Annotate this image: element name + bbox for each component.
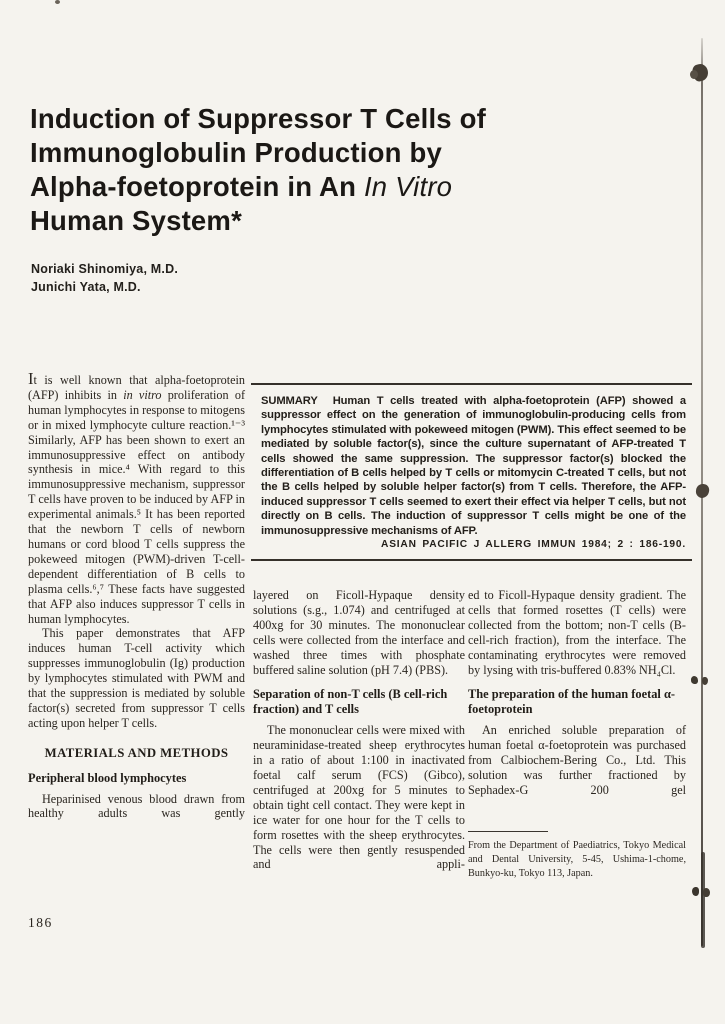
author-name: Noriaki Shinomiya, M.D. [31, 262, 178, 276]
scan-mark-artifact [702, 677, 708, 685]
inline-italic: in vitro [123, 387, 162, 402]
journal-citation: ASIAN PACIFIC J ALLERG IMMUN 1984; 2 : 186-190. [381, 539, 686, 551]
peripheral-blood-paragraph: Heparinised venous blood drawn from healthy adults was gently [28, 791, 245, 821]
title-line: Alpha-foetoprotein in An In Vitro [30, 171, 453, 202]
title-italic-phrase: In Vitro [363, 171, 453, 202]
materials-methods-heading: MATERIALS AND METHODS [44, 745, 229, 760]
summary-box [251, 383, 692, 561]
right-paragraph-1: ed to Ficoll-Hypaque density gradient. The cells that formed rosettes (T cells) were collected from the bottom; non-T cells (B-cell-rich fraction), from the interface. The contaminating erythrocytes were removed by lysing with tris-buffered 0.83% NH₄Cl. [468, 588, 686, 677]
author-block [31, 261, 178, 296]
scan-blob-artifact [690, 70, 698, 79]
author-name: Junichi Yata, M.D. [31, 279, 141, 294]
separation-subheading: Separation of non-T cells (B cell-rich fraction) and T cells [253, 687, 448, 717]
middle-paragraph-2: The mononuclear cells were mixed with neuraminidase-treated sheep erythrocytes in a ratio of about 1:100 in inactivated foetal calf serum (FCS) (Gibco), centrifuged at 200xg for 5 minutes to obtain tight cell contact. They were kept in ice water for one hour for the T cells to form rosettes with the sheep erythrocytes. The cells were then gently resuspended and appli- [253, 723, 465, 872]
right-column [468, 588, 686, 881]
scan-blob-artifact [695, 483, 710, 499]
right-paragraph-2: An enriched soluble preparation of human foetal α-foetoprotein was purchased from Calbiochem-Bering Co., Ltd. This solution was further fractioned by Sephadex-G 200 gel [468, 723, 686, 797]
scan-mark-artifact [692, 887, 699, 896]
footnote-rule [468, 831, 548, 832]
intro-paragraph-1: It is well known that alpha-foetoprotein (AFP) inhibits in in vitro proliferation of human lymphocytes in response to mitogens or in mixed lymphocyte culture reaction.¹⁻³ Similarly, AFP has been shown to exert an immunosuppressive effect on antibody synthesis in mice.⁴ With regard to this immunosuppressive mechanism, suppressor T cells have proven to be induced by AFP in experimental animals.⁵ It has been reported that the newborn T cells of newborn humans or cord blood T cells suppress the pokeweed mitogen (PWM)-driven T-cell-dependent differentiation of B cells to plasma cells.⁶,⁷ These facts have suggested that AFP also induces suppressor T cells in human lymphocytes. [28, 369, 245, 626]
affiliation-footnote: From the Department of Paediatrics, Tokyo Medical and Dental University, 5-45, Ushima-1-chome, Bunkyo-ku, Tokyo 113, Japan. [468, 839, 686, 879]
preparation-subheading: The preparation of the human foetal α-foetoprotein [468, 687, 675, 717]
summary-text: Human T cells treated with alpha-foetoprotein (AFP) showed a suppressor effect on the generation of immunoglobulin-producing cells from lymphocytes stimulated with pokeweed mitogen (PWM). This effect seemed to be mediated by soluble factor(s), since the culture supernatant of AFP-treated T cells showed the same suppression. The suppressor factor(s) blocked the differentiation of B cells helped by T cells or mitomycin C-treated T cells, but not the B cells helped by soluble helper factor(s) from T cells. Therefore, the AFP-induced suppressor T cells seemed to exert their effect via helper T cells, but not directly on B cells. The induction of suppressor T cells might be one of the immunosuppressive mechanisms of AFP. [261, 395, 686, 537]
middle-paragraph-1: layered on Ficoll-Hypaque density solutions (s.g., 1.074) and centrifuged at 400xg for 30 minutes. The mononuclear cells were collected from the interface and washed three times with phosphate buffered saline solution (pH 7.4) (PBS). [253, 588, 465, 677]
left-column [28, 369, 245, 821]
scan-speck [55, 0, 60, 4]
middle-column [253, 588, 465, 872]
scan-mark-artifact [691, 676, 698, 684]
page-title [30, 102, 486, 238]
title-line: Human System* [30, 205, 242, 236]
intro-paragraph-2: This paper demonstrates that AFP induces human T-cell activity which suppresses immunoglobulin (Ig) production by lymphocytes stimulated with PWM and that the suppression is mediated by soluble factor(s) secreted from suppressor T cells acting upon helper T cells. [28, 626, 245, 730]
peripheral-blood-subheading: Peripheral blood lymphocytes [28, 770, 187, 785]
summary-label: SUMMARY [261, 395, 318, 407]
summary-paragraph [261, 394, 686, 538]
title-line: Induction of Suppressor T Cells of [30, 103, 486, 134]
scan-hair-artifact-thick [701, 852, 705, 948]
scan-mark-artifact [703, 888, 710, 897]
title-line: Immunoglobulin Production by [30, 137, 442, 168]
page-number: 186 [28, 915, 53, 930]
